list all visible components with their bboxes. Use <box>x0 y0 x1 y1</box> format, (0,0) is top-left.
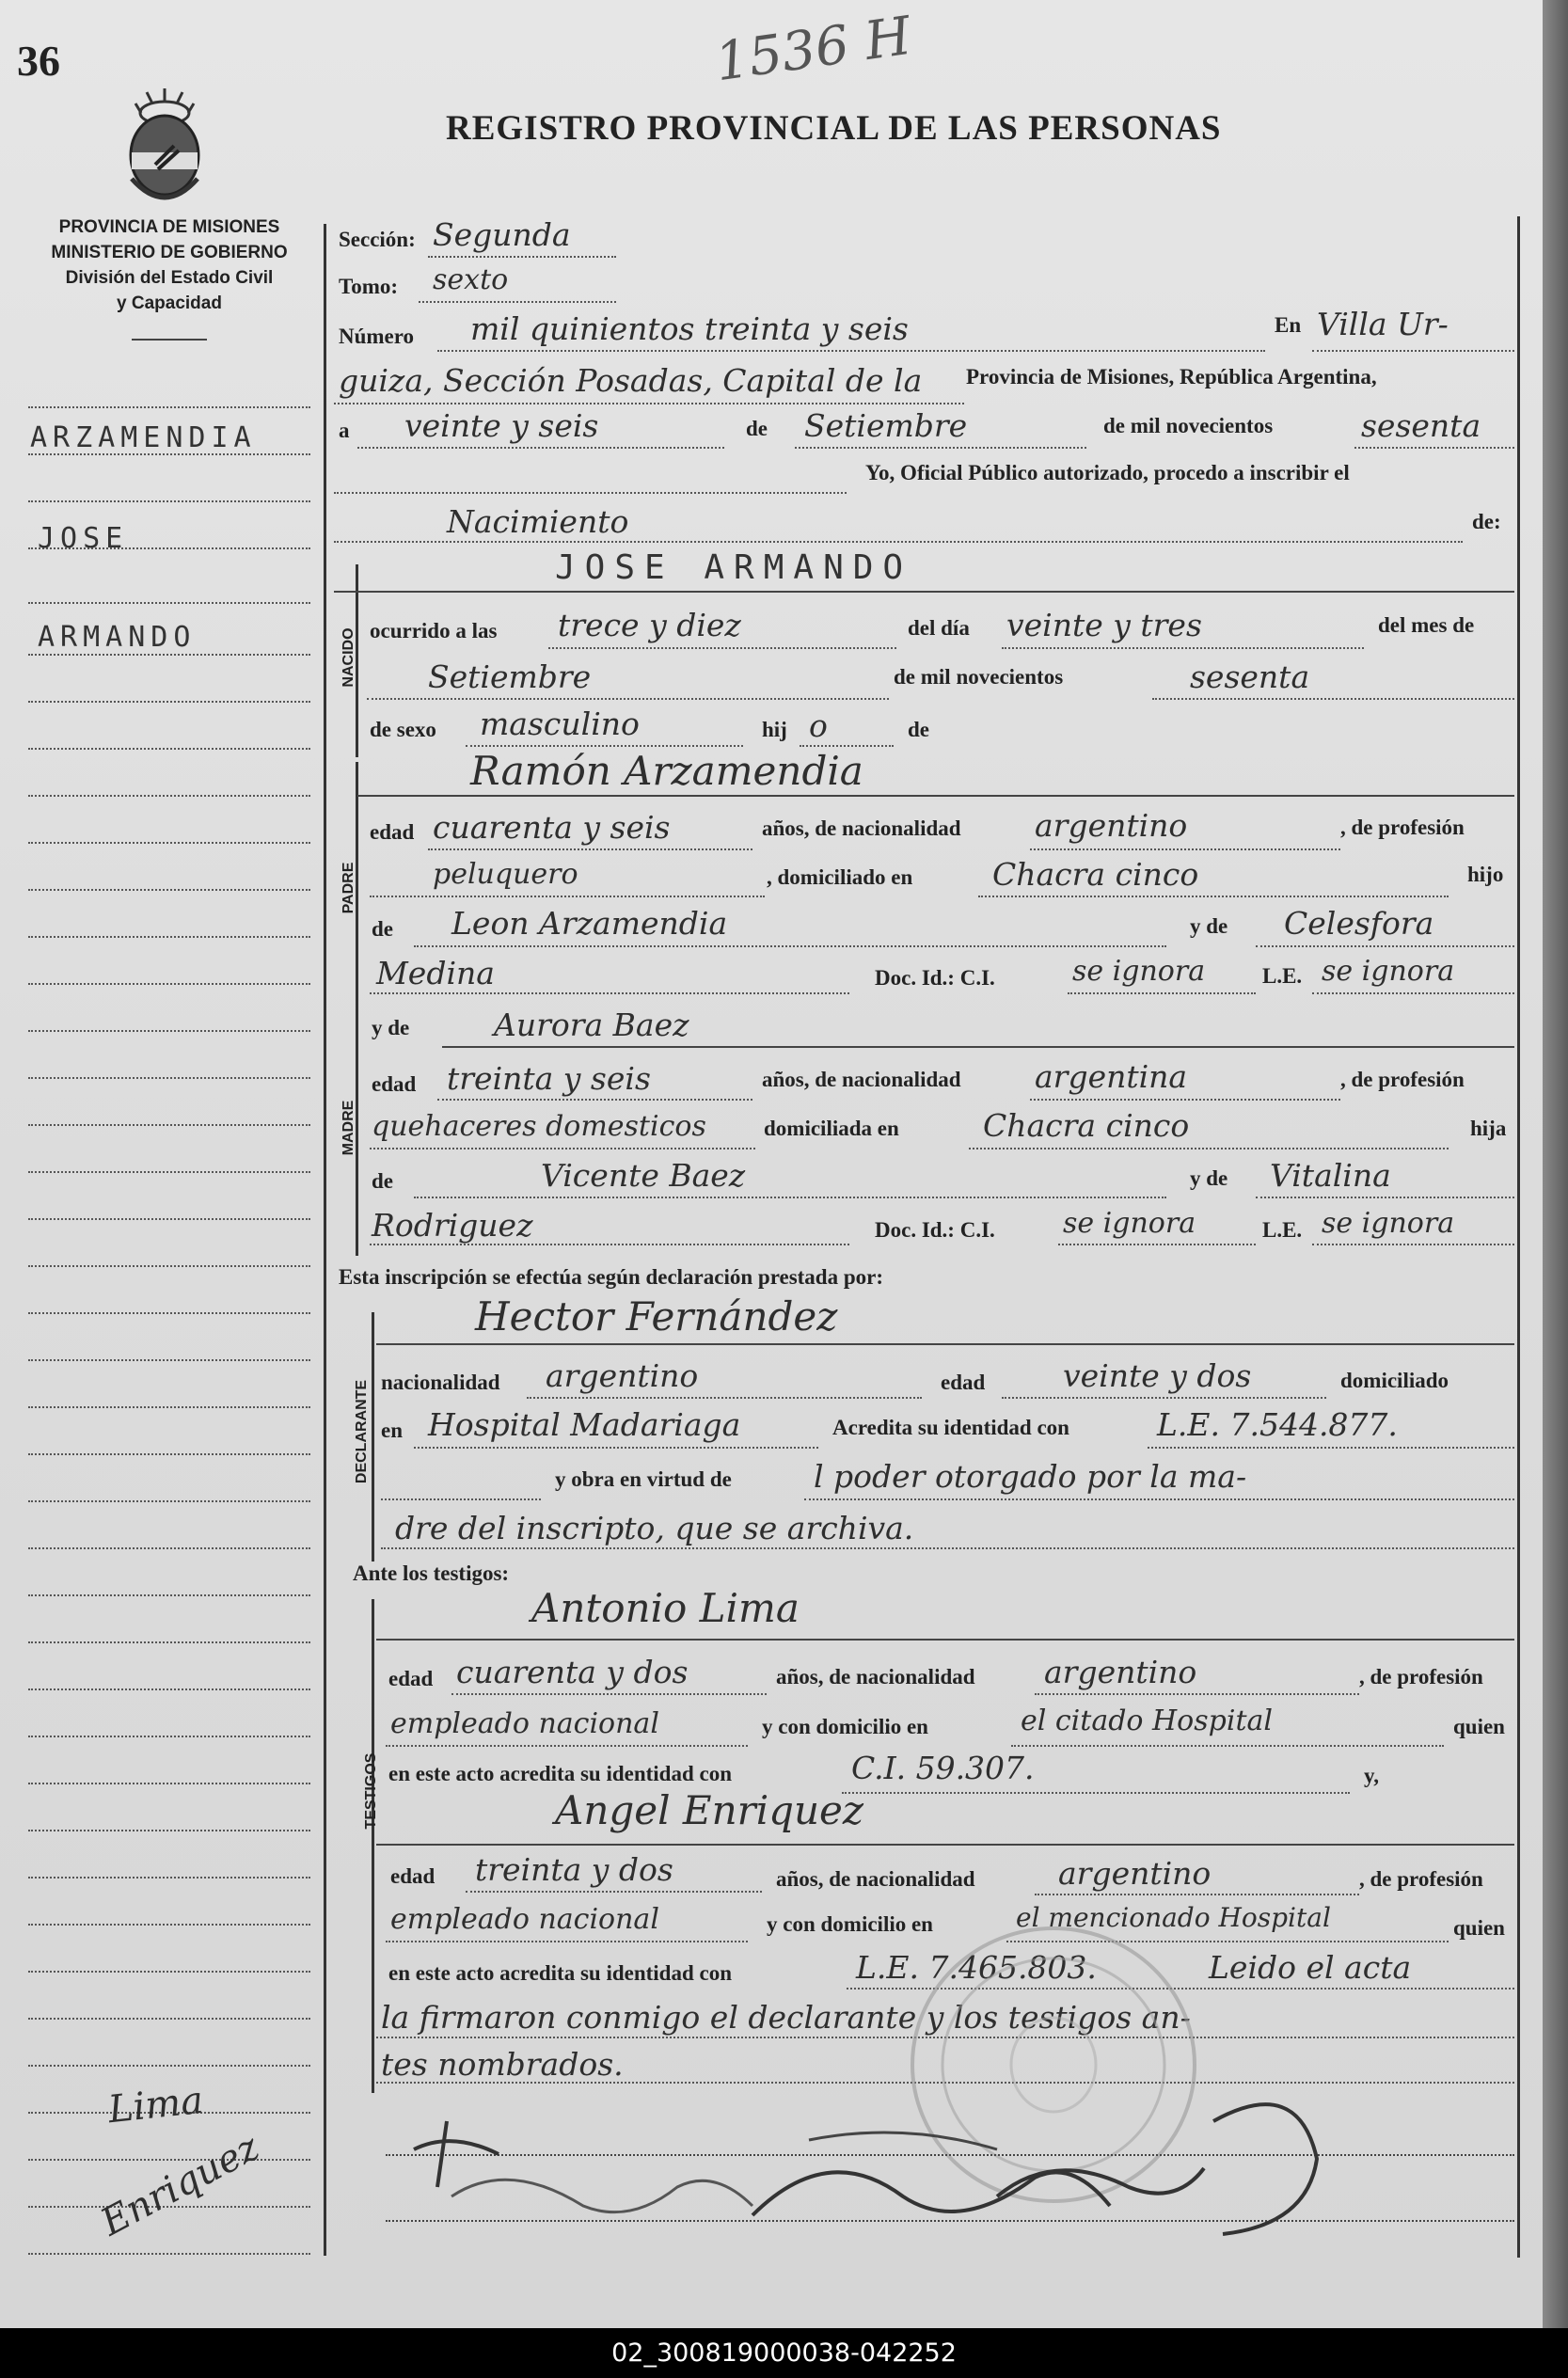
nacido-name: JOSE ARMANDO <box>555 548 913 587</box>
padre-nacionalidad-value: argentino <box>1035 807 1188 844</box>
org-underline <box>132 339 207 341</box>
ocurrido-label: ocurrido a las <box>370 619 498 642</box>
seccion-value: Segunda <box>433 216 571 253</box>
padre-padre-de-value: Leon Arzamendia <box>451 905 728 942</box>
testigo2-domicilio-value: el mencionado Hospital <box>1016 1902 1331 1933</box>
testigo2-name: Angel Enriquez <box>555 1787 864 1833</box>
tipo-value: Nacimiento <box>447 503 629 540</box>
madre-profesion-value: quehaceres domesticos <box>372 1110 706 1143</box>
tomo-value: sexto <box>433 263 509 296</box>
sexo-label: de sexo <box>370 718 436 741</box>
org-line-ministry: MINISTERIO DE GOBIERNO <box>51 243 288 262</box>
declarante-obra-cont: dre del inscripto, que se archiva. <box>395 1510 914 1546</box>
madre-madre-de-value: Vitalina <box>1270 1157 1391 1194</box>
margin-name-2: ARMANDO <box>38 621 197 654</box>
footer-id: 02_300819000038-042252 <box>611 2338 957 2368</box>
madre-domicilio-value: Chacra cinco <box>983 1107 1190 1144</box>
testigos-section-label: TESTIGOS <box>363 1752 379 1830</box>
madre-hija-label: hija <box>1470 1117 1507 1140</box>
padre-madre-de-cont: Medina <box>376 955 495 991</box>
declarante-edad-value: veinte y dos <box>1063 1357 1252 1394</box>
madre-de-label: de <box>372 1169 393 1193</box>
declarante-edad-label: edad <box>941 1371 986 1394</box>
testigo2-nac-label: años, de nacionalidad <box>776 1867 975 1891</box>
madre-le-value: se ignora <box>1322 1207 1455 1240</box>
testigo1-acto-label: en este acto acredita su identidad con <box>388 1762 733 1785</box>
madre-edad-label: edad <box>372 1072 417 1096</box>
lugar-start: Villa Ur- <box>1317 306 1449 342</box>
madre-nac-label: años, de nacionalidad <box>762 1068 961 1091</box>
cierre-line-1: Leido el acta <box>1209 1949 1412 1986</box>
signatures-scribble-icon <box>395 2084 1524 2262</box>
coat-of-arms-icon <box>113 75 216 207</box>
declarante-obra-label: y obra en virtud de <box>555 1467 732 1491</box>
testigo1-name: Antonio Lima <box>531 1585 800 1631</box>
madre-prof-label: , de profesión <box>1340 1068 1465 1091</box>
declarante-rule <box>372 1312 374 1562</box>
del-mes-label: del mes de <box>1378 613 1475 637</box>
madre-section-label: MADRE <box>341 1100 356 1156</box>
numero-label: Número <box>339 325 415 348</box>
padre-dom-label: , domiciliado en <box>767 865 913 889</box>
cierre-line-3: tes nombrados. <box>381 2046 624 2083</box>
main-left-rule <box>324 224 326 2256</box>
madre-madre-de-cont: Rodriguez <box>372 1207 533 1244</box>
madre-doc-label: Doc. Id.: C.I. <box>875 1218 995 1242</box>
padre-y-de-label: y de <box>1190 914 1228 938</box>
testigo2-dom-label: y con domicilio en <box>767 1912 933 1936</box>
declarante-obra-value: l poder otorgado por la ma- <box>814 1458 1247 1495</box>
padre-edad-value: cuarenta y seis <box>433 809 671 846</box>
madre-dom-label: domiciliada en <box>764 1117 899 1140</box>
testigo1-dom-label: y con domicilio en <box>762 1715 928 1738</box>
org-line-province: PROVINCIA DE MISIONES <box>58 217 280 237</box>
testigo1-edad-value: cuarenta y dos <box>456 1654 689 1690</box>
padre-domicilio-value: Chacra cinco <box>992 856 1199 893</box>
padre-section-label: PADRE <box>341 862 356 914</box>
madre-edad-value: treinta y seis <box>447 1060 651 1097</box>
page-number: 36 <box>17 37 60 85</box>
footer-id-bar <box>0 2328 1568 2378</box>
nacimiento-anio-value: sesenta <box>1190 658 1310 695</box>
margin-signature-1: Lima <box>105 2078 206 2132</box>
testigo1-prof-label: , de profesión <box>1359 1665 1483 1688</box>
margin-name-1: JOSE <box>38 522 129 555</box>
padre-hijo-label: hijo <box>1467 863 1504 886</box>
padre-name: Ramón Arzamendia <box>470 748 863 794</box>
padre-de-label: de <box>372 917 393 941</box>
declarante-section-label: DECLARANTE <box>354 1379 370 1484</box>
testigo1-edad-label: edad <box>388 1667 434 1690</box>
testigo2-prof-label: , de profesión <box>1359 1867 1483 1891</box>
madre-y-de-label: y de <box>372 1016 410 1039</box>
testigo1-nac-label: años, de nacionalidad <box>776 1665 975 1688</box>
sexo-value: masculino <box>480 705 640 742</box>
hij-label: hij <box>762 718 787 741</box>
page-edge-shadow <box>1543 0 1568 2328</box>
madre-y-de2-label: y de <box>1190 1166 1228 1190</box>
testigo2-edad-value: treinta y dos <box>475 1851 673 1888</box>
dia-value: veinte y seis <box>404 407 599 444</box>
declarante-acredita-label: Acredita su identidad con <box>832 1416 1069 1439</box>
testigo2-doc-value: L.E. 7.465.803. <box>856 1949 1097 1986</box>
nacido-section-label: NACIDO <box>341 627 356 688</box>
hora-value: trece y diez <box>558 607 741 643</box>
madre-nacionalidad-value: argentina <box>1035 1058 1188 1095</box>
padre-doc-label: Doc. Id.: C.I. <box>875 966 995 990</box>
testigo1-domicilio-value: el citado Hospital <box>1021 1704 1273 1737</box>
padre-prof-label: , de profesión <box>1340 816 1465 839</box>
testigos-ante-label: Ante los testigos: <box>353 1562 510 1585</box>
mes-value: Setiembre <box>804 407 968 444</box>
testigo1-doc-value: C.I. 59.307. <box>851 1750 1035 1786</box>
document-title: REGISTRO PROVINCIAL DE LAS PERSONAS <box>446 109 1222 148</box>
declaracion-text: Esta inscripción se efectúa según declaración prestada por: <box>339 1265 884 1289</box>
declarante-en-label: en <box>381 1419 403 1442</box>
testigo2-acto-label: en este acto acredita su identidad con <box>388 1961 733 1985</box>
testigo2-nacionalidad-value: argentino <box>1058 1855 1212 1892</box>
declarante-domicilio-value: Hospital Madariaga <box>428 1406 741 1443</box>
main-right-rule <box>1517 216 1520 2258</box>
padre-le-value: se ignora <box>1322 955 1455 988</box>
testigo2-profesion-value: empleado nacional <box>390 1903 659 1936</box>
declarante-nac-label: nacionalidad <box>381 1371 500 1394</box>
testigo1-profesion-value: empleado nacional <box>390 1707 659 1740</box>
declarante-documento-value: L.E. 7.544.877. <box>1157 1406 1398 1443</box>
nacimiento-anio-label: de mil novecientos <box>894 665 1064 689</box>
de-label: de <box>746 417 768 440</box>
padre-ci-value: se ignora <box>1072 955 1206 988</box>
madre-le-label: L.E. <box>1262 1218 1303 1242</box>
a-label: a <box>339 419 350 442</box>
testigo2-quien-label: quien <box>1453 1916 1505 1940</box>
margin-signature-2: Enriquez <box>93 2125 267 2245</box>
stamp-number: 1536 H <box>711 5 915 94</box>
testigo1-y-label: y, <box>1364 1764 1379 1787</box>
padre-madre-de-value: Celesfora <box>1284 905 1434 942</box>
anio-label: de mil novecientos <box>1103 414 1274 437</box>
provincia-text: Provincia de Misiones, República Argentina, <box>966 365 1377 388</box>
cierre-line-2: la firmaron conmigo el declarante y los testigos an- <box>381 1999 1191 2036</box>
padre-edad-label: edad <box>370 820 415 844</box>
en-label: En <box>1275 313 1302 337</box>
declarante-dom-label: domiciliado <box>1340 1369 1449 1392</box>
testigo2-edad-label: edad <box>390 1864 436 1888</box>
hij-suffix: o <box>809 707 828 744</box>
madre-ci-value: se ignora <box>1063 1207 1196 1240</box>
declarante-nacionalidad-value: argentino <box>546 1357 699 1394</box>
nacido-de-label: de <box>908 718 929 741</box>
mes-nacimiento-value: Setiembre <box>428 658 592 695</box>
dia-nacimiento-value: veinte y tres <box>1006 607 1202 643</box>
testigo1-quien-label: quien <box>1453 1715 1505 1738</box>
padre-nac-label: años, de nacionalidad <box>762 816 961 840</box>
lugar-value: guiza, Sección Posadas, Capital de la <box>339 362 923 399</box>
anio-value: sesenta <box>1361 407 1481 444</box>
margin-surname: ARZAMENDIA <box>30 421 257 454</box>
madre-padre-de-value: Vicente Baez <box>541 1157 746 1194</box>
numero-value: mil quinientos treinta y seis <box>470 310 909 347</box>
testigos-rule <box>372 1599 374 2093</box>
tomo-label: Tomo: <box>339 275 399 298</box>
oficial-text: Yo, Oficial Público autorizado, procedo a inscribir el <box>865 461 1350 484</box>
padre-profesion-value: peluquero <box>433 858 578 891</box>
de-colon-label: de: <box>1472 510 1501 533</box>
org-line-division: División del Estado Civil <box>65 268 274 288</box>
madre-name: Aurora Baez <box>494 1007 689 1043</box>
testigo1-nacionalidad-value: argentino <box>1044 1654 1197 1690</box>
seccion-label: Sección: <box>339 228 416 251</box>
del-dia-label: del día <box>908 616 970 640</box>
org-header <box>28 214 310 316</box>
declarante-name: Hector Fernández <box>475 1293 838 1340</box>
padre-le-label: L.E. <box>1262 964 1303 988</box>
org-line-capacity: y Capacidad <box>117 293 222 313</box>
